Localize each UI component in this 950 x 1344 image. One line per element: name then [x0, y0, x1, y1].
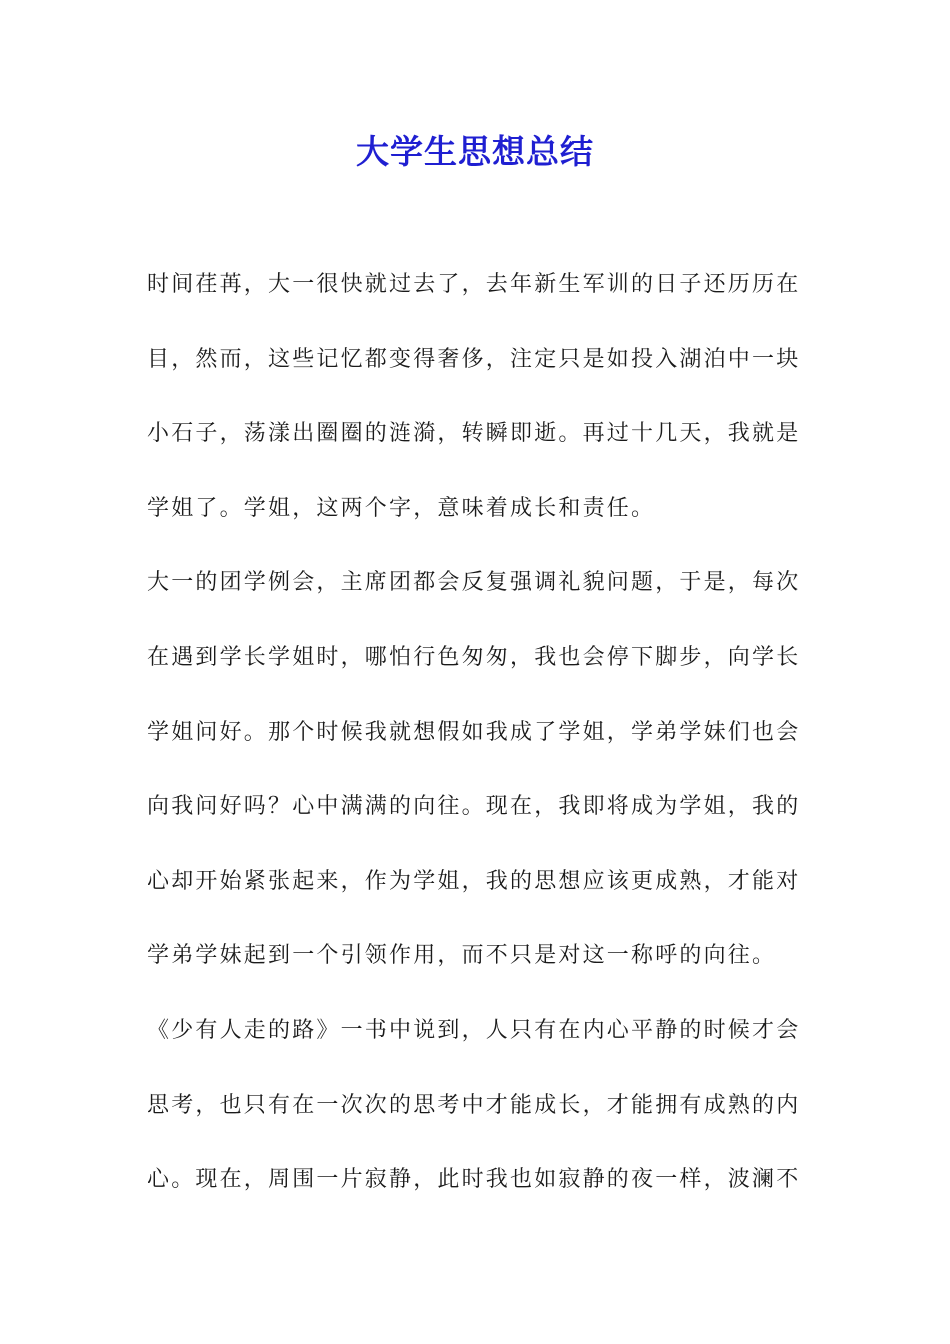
- document-title: 大学生思想总结: [356, 132, 594, 171]
- body-line: 学弟学妹起到一个引领作用，而不只是对这一称呼的向往。: [147, 943, 777, 969]
- body-line: 《少有人走的路》一书中说到，人只有在内心平静的时候才会: [147, 1017, 801, 1043]
- body-line: 时间荏苒，大一很快就过去了，去年新生军训的日子还历历在: [147, 272, 801, 297]
- body-line: 心却开始紧张起来，作为学姐，我的思想应该更成熟，才能对: [147, 868, 801, 894]
- body-line: 小石子，荡漾出圈圈的涟漪，转瞬即逝。再过十几天，我就是: [147, 421, 801, 447]
- body-line: 大一的团学例会，主席团都会反复强调礼貌问题，于是，每次: [147, 570, 801, 596]
- body-line: 在遇到学长学姐时，哪怕行色匆匆，我也会停下脚步，向学长: [147, 644, 801, 670]
- body-line: 学姐了。学姐，这两个字，意味着成长和责任。: [147, 495, 656, 521]
- body-line: 思考，也只有在一次次的思考中才能成长，才能拥有成熟的内: [147, 1092, 801, 1118]
- document-body: [147, 263, 807, 1233]
- body-line: 学姐问好。那个时候我就想假如我成了学姐，学弟学妹们也会: [147, 719, 801, 745]
- body-line: 向我问好吗？心中满满的向往。现在，我即将成为学姐，我的: [147, 794, 801, 820]
- body-line: 目，然而，这些记忆都变得奢侈，注定只是如投入湖泊中一块: [147, 346, 801, 372]
- body-line: 心。现在，周围一片寂静，此时我也如寂静的夜一样，波澜不: [147, 1167, 801, 1193]
